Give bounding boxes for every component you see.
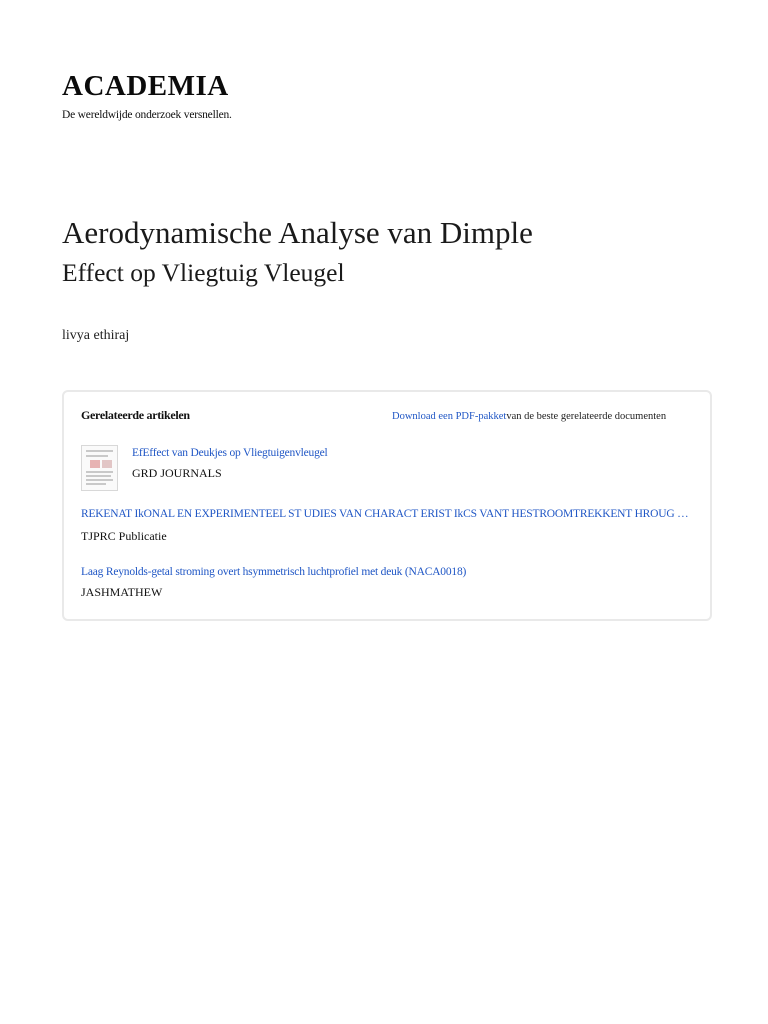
related-papers-heading: Gerelateerde artikelen: [81, 408, 190, 422]
thumbnail-figure: [90, 460, 100, 468]
related-paper-title-1[interactable]: EfEffect van Deukjes op Vliegtuigenvleugel: [132, 447, 328, 459]
author-name: livya ethiraj: [62, 328, 130, 343]
thumbnail-line: [86, 471, 113, 473]
academia-logo[interactable]: ACADEMIA: [62, 70, 229, 102]
thumbnail-figure: [102, 460, 112, 468]
thumbnail-line: [86, 483, 106, 485]
related-paper-title-2[interactable]: REKENAT IkONAL EN EXPERIMENTEEL ST UDIES VAN CHARACT ERIST IkCS VANT HESTROOMTREKKENT HROUG …: [81, 508, 689, 520]
download-bundle-line: [392, 411, 666, 422]
tagline: De wereldwijde onderzoek versnellen.: [62, 109, 232, 121]
thumbnail-line: [86, 475, 111, 477]
download-pdf-bundle-link[interactable]: Download een PDF-pakket: [392, 411, 507, 422]
thumbnail-line: [86, 455, 108, 457]
document-title-line-1: Aerodynamische Analyse van Dimple: [62, 215, 533, 250]
thumbnail-line: [86, 479, 113, 481]
document-title-line-2: Effect op Vliegtuig Vleugel: [62, 258, 345, 287]
related-papers-card: [62, 390, 712, 621]
related-paper-source-2: TJPRC Publicatie: [81, 529, 167, 543]
thumbnail-line: [86, 450, 113, 452]
related-paper-source-3: JASHMATHEW: [81, 585, 163, 599]
paper-thumbnail[interactable]: [81, 445, 118, 491]
download-bundle-description: van de beste gerelateerde documenten: [506, 411, 667, 422]
related-paper-source-1: GRD JOURNALS: [132, 466, 222, 480]
related-paper-title-3[interactable]: Laag Reynolds-getal stroming overt hsymmetrisch luchtprofiel met deuk (NACA0018): [81, 566, 467, 578]
